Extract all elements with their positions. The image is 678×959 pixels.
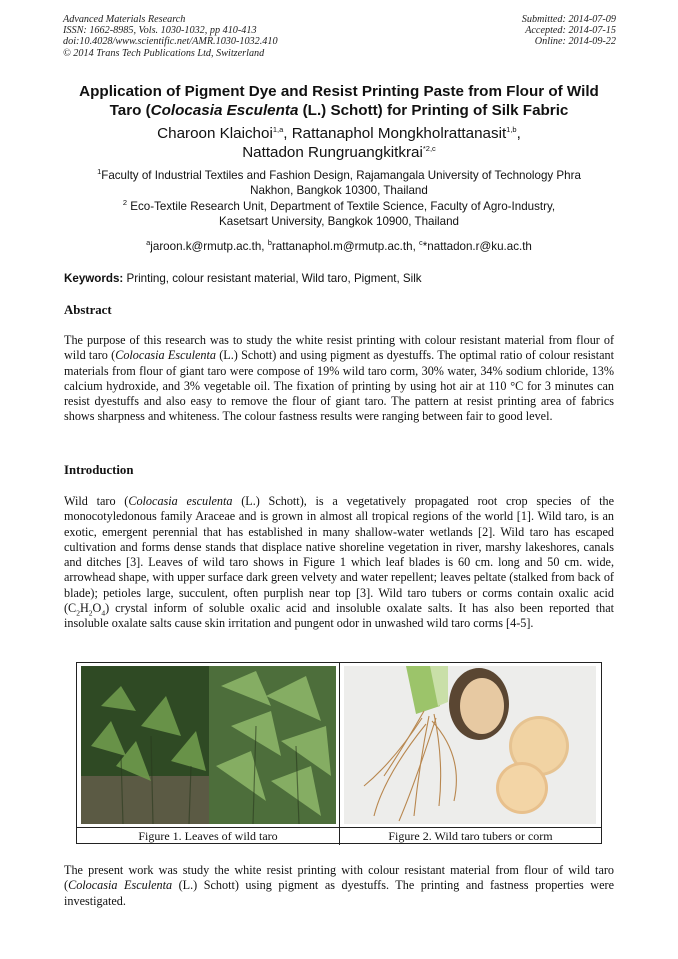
author-name: Charoon Klaichoi	[157, 125, 273, 142]
figure-table	[76, 662, 602, 844]
author-name: Nattadon Rungruangkitkrai	[242, 144, 423, 161]
email-link[interactable]: *nattadon.r@ku.ac.th	[422, 240, 532, 253]
copyright-line: © 2014 Trans Tech Publications Ltd, Switzerland	[63, 47, 265, 59]
figure-1-caption: Figure 1. Leaves of wild taro	[77, 827, 339, 845]
wild-taro-corm-image	[344, 666, 596, 824]
email-link[interactable]: jaroon.k@rmutp.ac.th,	[150, 240, 268, 253]
figure-2-cell	[340, 663, 601, 845]
keywords-text: Printing, colour resistant material, Wild taro, Pigment, Silk	[123, 272, 422, 285]
introduction-paragraph-2: The present work was study the white resist printing with colour resistant material from flour of wild taro (Colocasia Esculenta (L.) Schott) using pigment as dyestuffs. The printing and fastness properties were investigated.	[64, 863, 614, 908]
accepted-date: Accepted: 2014-07-15	[525, 25, 616, 37]
author-list: Charoon Klaichoi$^{1,a}$, Rattanaphol Mongkholrattanasit$^{1,b}$, Nattadon Rungruangkitkrai$^{*2,c}$	[157, 124, 521, 161]
introduction-paragraph: Wild taro (Colocasia esculenta (L.) Schott), is a vegetatively propagated root crop species of the monocotyledonous family Araceae and is grown in almost all tropical regions of the world [1]. Wild taro, is an exotic, emergent perennial that has established in many shallow-water wetlands [2]. Wild taro has escaped cultivation and forms dense stands that displace native shoreline vegetation in river, marshy lakeshores, canals and ditches [3]. Leaves of wild taro shows in Figure 1 which leaf blades is 60 cm. long and 50 cm. wide, arrowhead shape, with upper surface dark green velvety and water repellent; leaves peltate (stalked from back of blade); petioles large, succulent, often purplish near top [3]. Wild taro tubers or corms contain oxalic acid $(C_2H_2O_4)$ crystal inform of soluble oxalic acid and insoluble oxalate salts. It has also been reported that insoluble oxalate salts cause skin irritation and pungent odor in unwashed wild taro corms [4-5].	[64, 494, 615, 631]
introduction-heading: Introduction	[64, 463, 134, 477]
affiliations: $^1$Faculty of Industrial Textiles and Fashion Design, Rajamangala University of Technology Phra Nakhon, Bangkok 10300, Thailand $^2$ Eco-Textile Research Unit, Department of Textile Science, Faculty of Agro-Industry, Kasetsart University, Bangkok 10900, Thailand	[97, 167, 581, 229]
journal-header-left	[63, 14, 278, 59]
keywords	[64, 272, 422, 285]
abstract-heading: Abstract	[64, 303, 112, 317]
submitted-date: Submitted: 2014-07-09	[521, 14, 616, 25]
email-link[interactable]: rattanaphol.m@rmutp.ac.th,	[271, 240, 420, 253]
online-date: Online: 2014-09-22	[534, 36, 616, 48]
journal-name: Advanced Materials Research	[63, 14, 186, 25]
paper-title: Application of Pigment Dye and Resist Printing Paste from Flour of Wild Taro (Colocasia Esculenta (L.) Schott) for Printing of Silk Fabric	[79, 83, 599, 119]
doi-line: doi:10.4028/www.scientific.net/AMR.1030-1032.410	[63, 36, 278, 48]
figure-2-caption: Figure 2. Wild taro tubers or corm	[340, 827, 601, 845]
figure-1-cell	[77, 663, 340, 845]
wild-taro-leaves-image	[81, 666, 336, 824]
keywords-label: Keywords:	[64, 272, 124, 285]
journal-header-right	[522, 14, 616, 48]
author-name: Rattanaphol Mongkholrattanasit	[291, 125, 507, 142]
author-emails: $^a$jaroon.k@rmutp.ac.th, $^b$rattanaphol.m@rmutp.ac.th, $^c$*nattadon.r@ku.ac.th	[146, 238, 532, 253]
abstract-paragraph: The purpose of this research was to study the white resist printing with colour resistant material from flour of wild taro (Colocasia Esculenta (L.) Schott) and using pigment as dyestuffs. The optimal ratio of colour resistant materials from flour of giant taro were compose of 19% wild taro corm, 30% water, 34% sodium chloride, 13% calcium hydroxide, and 3% vegetable oil. The fixation of printing by using hot air at 110 °C for 3 minutes can resist dyestuffs and also easy to remove the flour of giant taro. The pattern at resist printing area of fabrics shows sharpness and whiteness. The colour fastness results were ranging between fair to good level.	[64, 333, 614, 424]
issn-line: ISSN: 1662-8985, Vols. 1030-1032, pp 410-413	[63, 25, 257, 37]
